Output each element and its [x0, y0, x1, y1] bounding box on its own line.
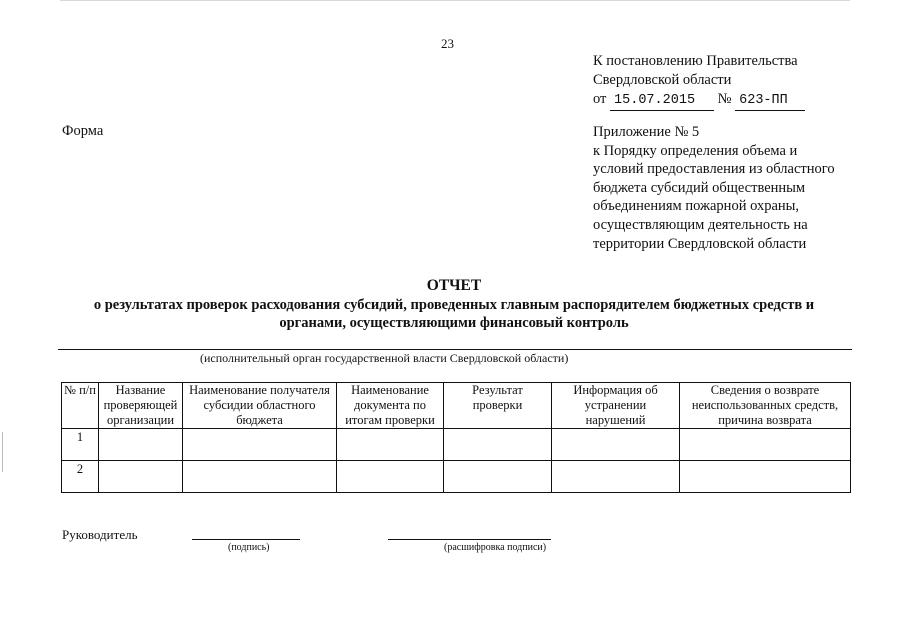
table-cell	[680, 429, 851, 461]
table-cell	[680, 461, 851, 493]
table-cell-number: 2	[62, 461, 99, 493]
name-decode-line	[388, 539, 551, 540]
table-header-cell: Наименование получателя субсидии областного бюджета	[183, 383, 337, 429]
appendix-line: объединениям пожарной охраны,	[593, 198, 800, 215]
table-cell	[337, 461, 444, 493]
signature-line	[192, 539, 300, 540]
appendix-line: Приложение № 5	[593, 124, 700, 140]
table-header-cell: № п/п	[62, 383, 99, 429]
table-header-cell: Название проверяющей организации	[99, 383, 183, 429]
table-cell-number: 1	[62, 429, 99, 461]
table-cell	[444, 461, 552, 493]
decree-reference	[593, 52, 805, 111]
table-cell	[99, 461, 183, 493]
decree-date-line	[593, 90, 805, 111]
appendix-line: территории Свердловской области	[593, 235, 807, 252]
name-decode-caption: (расшифровка подписи)	[444, 542, 547, 553]
table-header-cell: Информация об устранении нарушений	[552, 383, 680, 429]
form-label: Форма	[62, 123, 104, 139]
table-cell	[99, 429, 183, 461]
table-header-row	[62, 383, 851, 429]
scan-left-edge-mark	[2, 432, 3, 472]
appendix-line: осуществляющим деятельность на	[593, 216, 808, 233]
report-table	[61, 382, 851, 493]
decree-number-prefix: №	[717, 91, 732, 107]
table-cell	[552, 429, 680, 461]
decree-number: 623-ПП	[735, 91, 805, 111]
report-title-subtitle-line-2: органами, осуществляющими финансовый контроль	[279, 315, 629, 331]
report-title	[40, 276, 868, 332]
page-number: 23	[441, 36, 454, 51]
table-cell	[337, 429, 444, 461]
decree-line-2: Свердловской области	[593, 72, 732, 88]
table-header-cell: Наименование документа по итогам проверки	[337, 383, 444, 429]
table-row	[62, 461, 851, 493]
appendix-line: условий предоставления из областного	[593, 161, 835, 178]
appendix-line: бюджета субсидий общественным	[593, 179, 806, 196]
table-cell	[444, 429, 552, 461]
table-cell	[183, 461, 337, 493]
appendix-reference	[593, 123, 835, 253]
table-cell	[552, 461, 680, 493]
table-row	[62, 429, 851, 461]
table-cell	[183, 429, 337, 461]
decree-date: 15.07.2015	[610, 91, 714, 111]
organization-fill-line	[58, 349, 852, 350]
signer-label: Руководитель	[62, 527, 138, 542]
signature-caption: (подпись)	[228, 542, 270, 553]
table-header-cell: Сведения о возврате неиспользованных средств, причина возврата	[680, 383, 851, 429]
table-header-cell: Результат проверки	[444, 383, 552, 429]
report-title-subtitle-line-1: о результатах проверок расходования субсидий, проведенных главным распорядителем бюджетных средств и	[93, 297, 815, 313]
organization-caption: (исполнительный орган государственной власти Свердловской области)	[200, 351, 569, 365]
decree-date-prefix: от	[593, 91, 607, 107]
appendix-line: к Порядку определения объема и	[593, 142, 798, 159]
scan-top-edge	[60, 0, 850, 1]
decree-line-1: К постановлению Правительства	[593, 53, 798, 69]
report-title-main: ОТЧЕТ	[426, 277, 482, 294]
